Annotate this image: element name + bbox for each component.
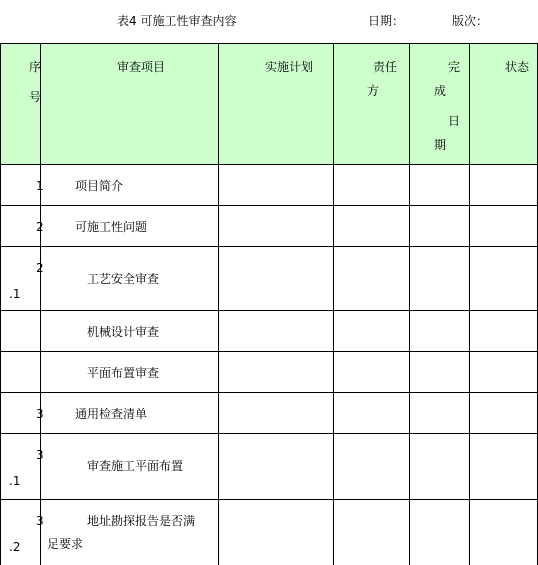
row-item: 可施工性问题 [75, 220, 148, 234]
row-number: 2 [36, 220, 44, 234]
status-cell [470, 165, 538, 206]
table-row [0, 434, 538, 500]
header-seq-bottom: 号 [29, 90, 42, 104]
date-cell [410, 247, 470, 311]
date-cell [410, 165, 470, 206]
responsible-cell [334, 165, 410, 206]
row-number: 3 [36, 407, 44, 421]
row-number: 3 [36, 448, 44, 462]
header-status-label: 状态 [505, 60, 530, 74]
table-row [0, 206, 538, 247]
date-cell [410, 434, 470, 500]
table-row [0, 165, 538, 206]
plan-cell [219, 165, 334, 206]
row-number-sub: .2 [9, 540, 21, 554]
plan-cell [219, 206, 334, 247]
plan-cell [219, 500, 334, 565]
review-table [0, 43, 538, 565]
status-cell [470, 247, 538, 311]
status-cell [470, 500, 538, 565]
header-done-2: 成 [434, 84, 447, 98]
row-number-sub: .1 [9, 474, 21, 488]
responsible-cell [334, 500, 410, 565]
row-item: 机械设计审查 [87, 325, 160, 339]
row-item: 项目简介 [75, 179, 124, 193]
row-item: 地址勘探报告是否满 [87, 514, 196, 528]
plan-cell [219, 352, 334, 393]
row-item: 平面布置审查 [87, 366, 160, 380]
plan-cell [219, 247, 334, 311]
header-status [470, 43, 538, 165]
date-cell [410, 393, 470, 434]
date-cell [410, 206, 470, 247]
table-row [0, 311, 538, 352]
date-cell [410, 352, 470, 393]
plan-cell [219, 393, 334, 434]
header-done-1: 完 [448, 60, 461, 74]
responsible-cell [334, 393, 410, 434]
date-label: 日期： [368, 14, 405, 28]
status-cell [470, 434, 538, 500]
version-label: 版次： [452, 14, 489, 28]
status-cell [470, 206, 538, 247]
header-seq-top: 序 [29, 60, 42, 74]
header-plan [219, 43, 334, 165]
row-item: 通用检查清单 [75, 407, 148, 421]
responsible-cell [334, 434, 410, 500]
responsible-cell [334, 206, 410, 247]
table-row [0, 352, 538, 393]
plan-cell [219, 434, 334, 500]
table-row [0, 393, 538, 434]
responsible-cell [334, 247, 410, 311]
header-responsible [334, 43, 410, 165]
row-number-sub: .1 [9, 287, 21, 301]
plan-cell [219, 311, 334, 352]
row-item-continued: 足要求 [47, 537, 84, 551]
table-header-row [0, 43, 538, 165]
header-seq [0, 43, 41, 165]
header-item-label: 审查项目 [117, 60, 166, 74]
header-done-4: 期 [434, 138, 447, 152]
row-item: 工艺安全审查 [87, 272, 160, 286]
header-completion-date [410, 43, 470, 165]
table-row [0, 247, 538, 311]
table-title: 表4 可施工性审查内容 [117, 14, 237, 28]
row-item: 审查施工平面布置 [87, 459, 184, 473]
header-item [41, 43, 219, 165]
table-caption-line [0, 12, 538, 32]
row-number: 3 [36, 514, 44, 528]
status-cell [470, 352, 538, 393]
header-resp-top: 责任 [373, 60, 398, 74]
row-number: 2 [36, 261, 44, 275]
header-plan-label: 实施计划 [265, 60, 314, 74]
table-row [0, 500, 538, 565]
date-cell [410, 311, 470, 352]
date-cell [410, 500, 470, 565]
header-done-3: 日 [448, 114, 461, 128]
responsible-cell [334, 352, 410, 393]
responsible-cell [334, 311, 410, 352]
status-cell [470, 311, 538, 352]
status-cell [470, 393, 538, 434]
header-resp-bottom: 方 [367, 84, 380, 98]
row-number: 1 [36, 179, 44, 193]
